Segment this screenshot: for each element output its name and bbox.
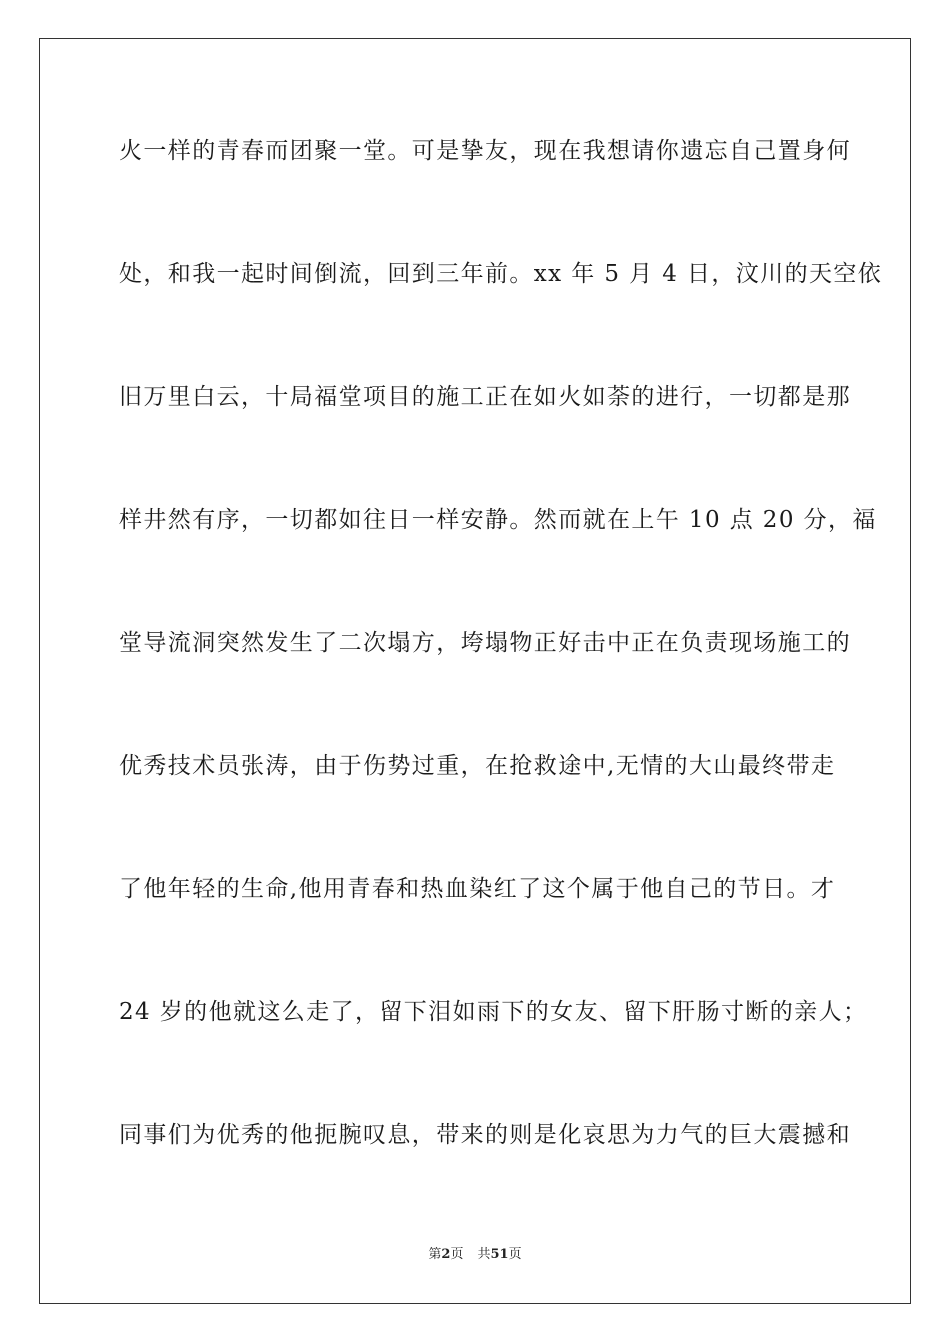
body-text-line: 同事们为优秀的他扼腕叹息，带来的则是化哀思为力气的巨大震撼和 [119, 1122, 851, 1148]
body-text-line: 火一样的青春而团聚一堂。可是挚友，现在我想请你遗忘自己置身何 [119, 138, 851, 164]
body-text-line: 处，和我一起时间倒流，回到三年前。xx 年 5 月 4 日，汶川的天空依 [119, 261, 883, 287]
total-prefix: 共 [477, 1247, 491, 1262]
page-border [39, 38, 911, 1304]
page-suffix: 页 [450, 1247, 464, 1262]
page-prefix: 第 [428, 1247, 442, 1262]
body-text-line: 了他年轻的生命,他用青春和热血染红了这个属于他自己的节日。才 [119, 876, 836, 902]
body-text-line: 24 岁的他就这么走了，留下泪如雨下的女友、留下肝肠寸断的亲人； [119, 999, 868, 1025]
body-text-line: 优秀技术员张涛，由于伤势过重，在抢救途中,无情的大山最终带走 [119, 753, 836, 779]
body-text-line: 堂导流洞突然发生了二次塌方，垮塌物正好击中正在负责现场施工的 [119, 630, 851, 656]
total-suffix: 页 [508, 1247, 522, 1262]
body-text-line: 样井然有序，一切都如往日一样安静。然而就在上午 10 点 20 分，福 [119, 507, 877, 533]
page-number: 2 [441, 1247, 451, 1262]
total-pages: 51 [490, 1247, 509, 1262]
body-text-line: 旧万里白云，十局福堂项目的施工正在如火如荼的进行，一切都是那 [119, 384, 851, 410]
page-footer [0, 1247, 950, 1263]
